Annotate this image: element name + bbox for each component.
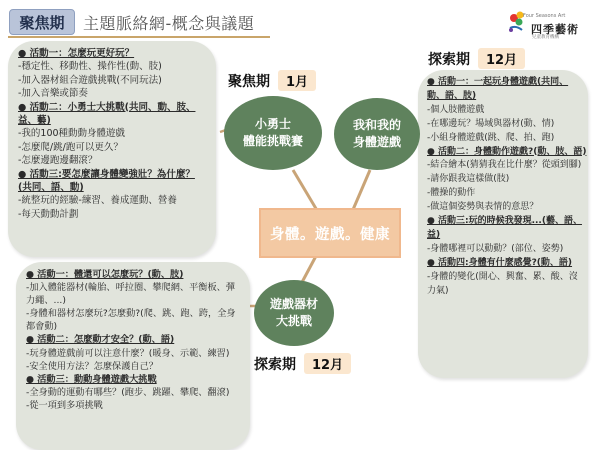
node-line: 我和我的 [352, 118, 401, 132]
node-body-game [334, 98, 420, 170]
period-name: 聚焦期 [228, 73, 270, 90]
period-month: 12月 [478, 48, 525, 69]
period-month: 1月 [278, 70, 316, 91]
activity-item: -請你跟我這樣做(肢) [427, 174, 510, 185]
activity-item: -怎麼邊跑邊翻滾？ [18, 155, 98, 167]
activity-heading: ● 活動三:玩的時候我發現...(藝、語、益) [427, 216, 582, 240]
activity-item: -身體和器材怎麼玩?怎麼動?(爬、跳、跑、跨，全身都會動) [26, 308, 236, 333]
period-label-explore-left [254, 353, 351, 374]
logo-name: 四季藝術 [531, 23, 579, 36]
period-tag: 聚焦期 [9, 9, 75, 35]
node-line: 遊戲器材 [269, 297, 318, 311]
node-line: 小勇士 [254, 117, 291, 131]
node-line: 大挑戰 [275, 314, 312, 328]
activity-item: -統整玩的經驗-練習、養成運動、營養 [18, 195, 177, 207]
activity-heading: ● 活動一：怎麼玩更好玩？ [18, 48, 135, 59]
logo-subtitle: Four Seasons Art [523, 13, 566, 19]
activity-item: -安全使用方法？怎麼保護自己？ [26, 360, 158, 372]
node-line: 體能挑戰賽 [242, 134, 303, 148]
activity-item: -身體哪裡可以動動？(部位、姿勢) [427, 243, 564, 254]
activity-item: -加入體能器材(輪胎、呼拉圈、攀爬網、平衡板、彈力繩、...) [26, 282, 236, 307]
activity-item: -在哪邊玩？場域與器材(動、情) [427, 118, 555, 129]
node-line: 身體遊戲 [352, 135, 401, 149]
activity-heading: ● 活動一：體還可以怎麼玩？(動、肢) [26, 269, 184, 280]
period-label-focus [228, 70, 316, 91]
period-name: 探索期 [428, 51, 470, 68]
activity-item: -體操的動作 [427, 188, 476, 199]
period-label-explore-right [428, 48, 525, 69]
activity-heading: ● 活動二：怎麼動才安全？(動、語) [26, 334, 175, 346]
activity-item: -從一項到多項挑戰 [26, 399, 103, 411]
activity-item: -結合繪本(猜猜我在比什麼？從頭到腳) [427, 160, 582, 171]
explore-activities-panel-left [16, 262, 250, 450]
activity-item: -身體的變化(開心、興奮、累、酸、沒力氣) [427, 271, 578, 296]
activity-item: -個人肢體遊戲 [427, 104, 485, 115]
activity-item: -玩身體遊戲前可以注意什麼？(暖身、示範、練習) [26, 347, 230, 359]
period-month: 12月 [304, 353, 351, 374]
activity-item: -怎麼爬/跳/跑可以更久？ [18, 141, 123, 153]
period-name: 探索期 [254, 356, 296, 373]
center-theme: 身體。遊戲。健康 [259, 208, 401, 258]
activity-item: -穩定性、移動性、操作性(動、肢) [18, 61, 162, 73]
activity-heading: ● 活動三：動動身體遊戲大挑戰 [26, 373, 157, 385]
activity-item: -做這個姿勢與表情的意思？ [427, 202, 539, 213]
activity-heading: ● 活動二：身體動作遊戲?(動、肢、語) [427, 146, 587, 157]
node-small-warrior [224, 96, 322, 170]
activity-heading: ● 活動一：一起玩身體遊戲(共同、動、語、肢) [427, 77, 569, 101]
activity-item: -小組身體遊戲(跳、爬、拍、跑) [427, 132, 555, 143]
focus-activities-panel [8, 41, 216, 257]
activity-heading: ● 活動四:身體有什麼感覺?(動、語) [427, 257, 573, 268]
activity-heading: ● 活動三:要怎麼讓身體變強壯？為什麼？(共同、語、動) [18, 168, 195, 194]
activity-item: -加入音樂或節奏 [18, 88, 88, 100]
activity-item: -每天動動計劃 [18, 208, 79, 220]
node-game-equipment [254, 280, 334, 346]
page-title: 主題脈絡網-概念與議題 [83, 14, 255, 33]
activity-item: -加入器材組合遊戲挑戰(不同玩法) [18, 74, 162, 86]
explore-activities-panel-right [418, 70, 588, 378]
activity-item: -全身動的運動有哪些？(跑步、跳躍、攀爬、翻滾) [26, 386, 230, 398]
logo-en: 兒童教育機構 [532, 35, 559, 40]
activity-heading: ● 活動二：小勇士大挑戰(共同、動、肢、益、藝) [18, 101, 196, 127]
activity-item: -我的100種動動身體遊戲 [18, 128, 126, 140]
